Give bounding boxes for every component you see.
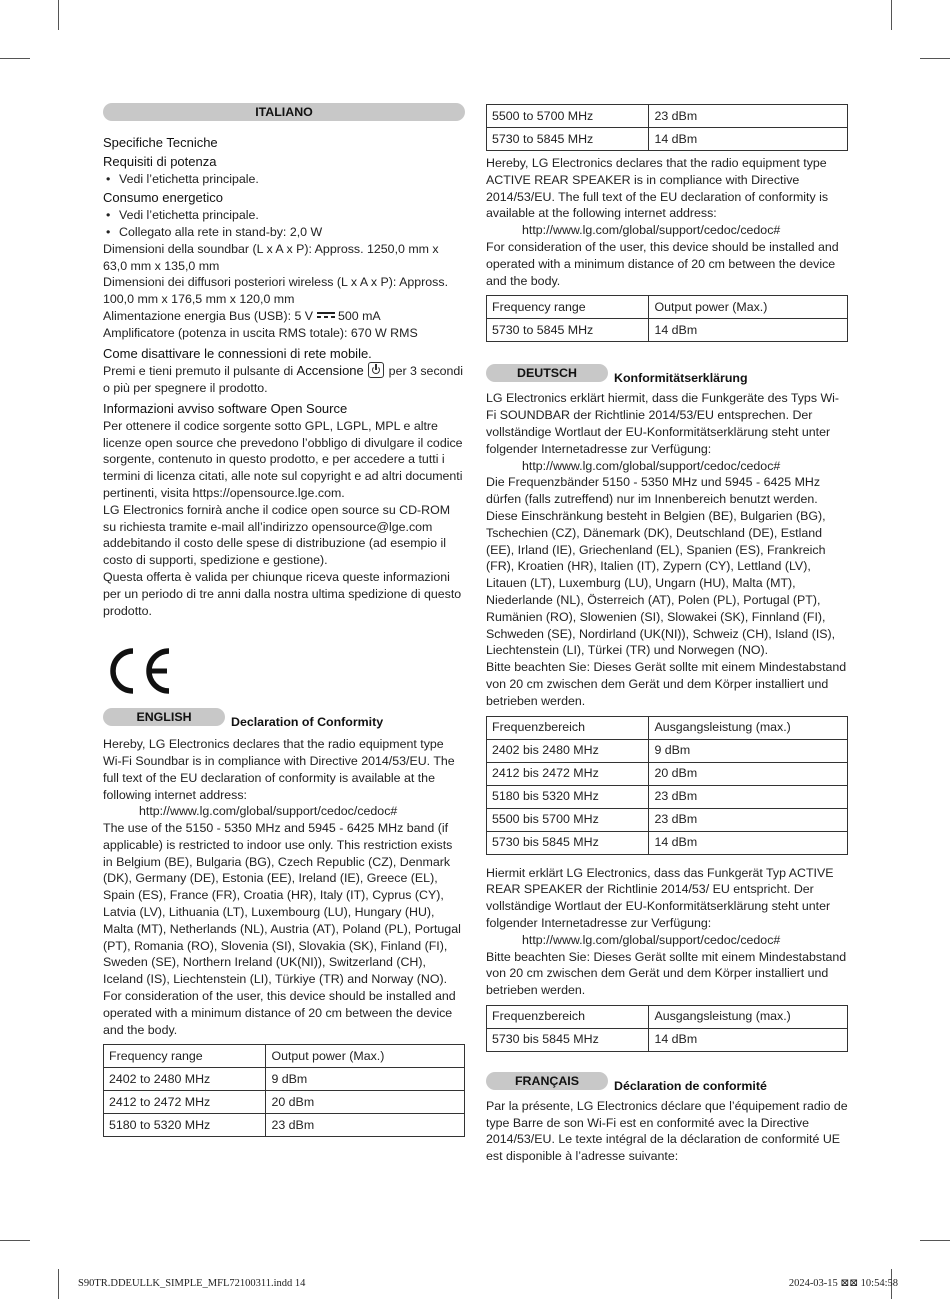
- table-row: [104, 1091, 465, 1114]
- lang-header-english: ENGLISH: [103, 708, 225, 726]
- deutsch-title: Konformitätserklärung: [614, 371, 748, 386]
- table-cell: 9 dBm: [649, 739, 848, 762]
- lang-header-francais: FRANÇAIS: [486, 1072, 608, 1090]
- table-cell: 5730 bis 5845 MHz: [487, 831, 649, 854]
- table-cell: 5730 to 5845 MHz: [487, 128, 649, 151]
- dim-rear: Dimensioni dei diffusori posteriori wireless (L x A x P): Appross. 100,0 mm x 176,5 mm x 120,0 mm: [103, 275, 449, 307]
- table-cell: 2402 bis 2480 MHz: [487, 739, 649, 762]
- bullet-item: • Collegato alla rete in stand-by: 2,0 W: [103, 224, 465, 241]
- bullet-item: • Vedi l’etichetta principale.: [103, 171, 465, 188]
- right-column: [486, 104, 848, 1165]
- table-cell: 2412 to 2472 MHz: [104, 1091, 266, 1114]
- deutsch-frequency-table-2: [486, 1005, 848, 1052]
- crop-mark: [891, 0, 892, 30]
- crop-mark: [920, 58, 950, 59]
- english-frequency-table-1: [103, 1044, 465, 1137]
- english-title: Declaration of Conformity: [231, 715, 384, 730]
- crop-mark: [920, 1240, 950, 1241]
- left-column: [103, 100, 465, 1137]
- english-paragraph-3: For consideration of the user, this device should be installed and operated with a minimum distance of 20 cm between the device and the body.: [103, 989, 456, 1037]
- table-row: [104, 1068, 465, 1091]
- crop-mark: [58, 0, 59, 30]
- oss-title: Informazioni avviso software Open Source: [103, 400, 348, 416]
- section-header-english: [103, 708, 465, 730]
- bus-power: [103, 308, 465, 325]
- francais-title: Déclaration de conformité: [614, 1078, 767, 1093]
- english-paragraph-5: For consideration of the user, this device should be installed and operated with a minimum distance of 20 cm between the device and the body.: [486, 239, 839, 288]
- specs-title: Specifiche Tecniche: [103, 135, 218, 150]
- table-row: [487, 105, 848, 128]
- table-cell: 5180 to 5320 MHz: [104, 1114, 266, 1137]
- table-cell: 5500 bis 5700 MHz: [487, 808, 649, 831]
- table-row: [487, 1005, 848, 1028]
- table-row: [487, 831, 848, 854]
- deutsch-paragraph-4: Hiermit erklärt LG Electronics, dass das Funkgerät Typ ACTIVE REAR SPEAKER der Richtlinie 2014/53/ EU entspricht. Der vollständige Wortlaut der EU-Konformitätserklärung steht unter folgender Internetadresse zur Verfügung:: [486, 865, 834, 930]
- english-url: http://www.lg.com/global/support/cedoc/cedoc#: [139, 804, 398, 819]
- table-cell: 14 dBm: [649, 831, 848, 854]
- francais-paragraph-1: Par la présente, LG Electronics déclare que l’équipement radio de type Barre de son Wi-Fi est en conformité avec la Directive 2014/53/EU. Le texte intégral de la déclaration de conformité UE est disponible à l’adresse suivante:: [486, 1098, 848, 1164]
- table-row: [487, 128, 848, 151]
- deutsch-frequency-table-1: [486, 716, 848, 855]
- table-cell: 23 dBm: [649, 105, 848, 128]
- english-frequency-table-1-continued: [486, 104, 848, 151]
- deutsch-paragraph-2: Die Frequenzbänder 5150 - 5350 MHz und 5945 - 6425 MHz dürfen (falls zutreffend) nur im Innenbereich benutzt werden. Diese Einschränkung besteht in Belgien (BE), Bulgarien (BG), Tschechien (CZ), Dänemark (DK), Deutschland (DE), Estland (EE), Irland (IE), Griechenland (EL), Spanien (ES), Frankreich (FR), Kroatien (HR), Italien (IT), Zypern (CY), Lettland (LV), Litauen (LT), Luxemburg (LU), Ungarn (HU), Malta (MT), Niederlande (NL), Österreich (AT), Polen (PL), Portugal (PT), Rumänien (RO), Slowenien (SI), Slowakei (SK), Finnland (FI), Schweden (SE), Nordirland (UK(NI)), Schweiz (CH), Island (IS), Liechtenstein (LI), Türkei (TR) und Norwegen (NO).: [486, 475, 836, 658]
- deutsch-paragraph-3: Bitte beachten Sie: Dieses Gerät sollte mit einem Mindestabstand von 20 cm zwischen dem Gerät und dem Körper installiert und betrieben werden.: [486, 660, 847, 708]
- english-paragraph-1: Hereby, LG Electronics declares that the radio equipment type Wi-Fi Soundbar is in compliance with Directive 2014/53/EU. The full text of the EU declaration of conformity is available at the following internet address:: [103, 737, 455, 802]
- oss-paragraph-1: Per ottenere il codice sorgente sotto GPL, LGPL, MPL e altre licenze open source che prevedono l’obbligo di divulgare il codice sorgente, contenuto in questo prodotto, e per accedere a tutti i termini di licenza citati, alle note sul copyright e ad altri documenti pertinenti, visita https://opensource.lge.com.: [103, 418, 463, 500]
- table-cell: 23 dBm: [649, 785, 848, 808]
- table-cell: Frequency range: [104, 1045, 266, 1068]
- table-cell: 14 dBm: [649, 1028, 848, 1051]
- table-cell: Ausgangsleistung (max.): [649, 716, 848, 739]
- english-frequency-table-2: [486, 295, 848, 342]
- table-cell: 23 dBm: [649, 808, 848, 831]
- table-cell: 20 dBm: [266, 1091, 465, 1114]
- table-cell: Frequenzbereich: [487, 1005, 649, 1028]
- table-cell: 5730 bis 5845 MHz: [487, 1028, 649, 1051]
- crop-mark: [0, 58, 30, 59]
- english-paragraph-4: Hereby, LG Electronics declares that the radio equipment type ACTIVE REAR SPEAKER is in compliance with Directive 2014/53/EU. The full text of the EU declaration of conformity is available at the following internet address:: [486, 156, 829, 221]
- network-text-prefix: Premi e tieni premuto il pulsante di: [103, 364, 294, 379]
- bus-power-prefix: Alimentazione energia Bus (USB): 5 V: [103, 308, 314, 323]
- table-row: [487, 785, 848, 808]
- consumption-list: [103, 207, 465, 241]
- table-cell: Output power (Max.): [266, 1045, 465, 1068]
- crop-mark: [0, 1240, 30, 1241]
- section-header-deutsch: [486, 364, 848, 386]
- table-cell: 2402 to 2480 MHz: [104, 1068, 266, 1091]
- table-cell: 5730 to 5845 MHz: [487, 319, 649, 342]
- table-cell: 2412 bis 2472 MHz: [487, 762, 649, 785]
- network-text-suffix: per 3 secondi o più per spegnere il prodotto.: [103, 364, 464, 396]
- network-text: [103, 362, 465, 397]
- dim-soundbar: Dimensioni della soundbar (L x A x P): Appross. 1250,0 mm x 63,0 mm x 135,0 mm: [103, 241, 439, 273]
- dc-symbol-icon: [317, 311, 335, 319]
- section-header-francais: [486, 1072, 848, 1093]
- table-cell: Frequency range: [487, 296, 649, 319]
- english-url-2: http://www.lg.com/global/support/cedoc/cedoc#: [522, 223, 781, 238]
- table-cell: 14 dBm: [649, 128, 848, 151]
- table-row: [487, 762, 848, 785]
- network-title: Come disattivare le connessioni di rete mobile.: [103, 345, 372, 361]
- power-button-label: Accensione: [296, 363, 364, 379]
- table-cell: Frequenzbereich: [487, 716, 649, 739]
- deutsch-paragraph-1: LG Electronics erklärt hiermit, dass die Funkgeräte des Typs Wi-Fi SOUNDBAR der Richtlinie 2014/53/EU entsprechen. Der vollständige Wortlaut der EU-Konformitätserklärung steht unter folgender Internetadresse zur Verfügung:: [486, 391, 840, 456]
- table-row: [487, 319, 848, 342]
- table-cell: 9 dBm: [266, 1068, 465, 1091]
- table-cell: 23 dBm: [266, 1114, 465, 1137]
- deutsch-paragraph-5: Bitte beachten Sie: Dieses Gerät sollte mit einem Mindestabstand von 20 cm zwischen dem Gerät und dem Körper installiert und betrieben werden.: [486, 949, 847, 998]
- english-paragraph-2: The use of the 5150 - 5350 MHz and 5945 - 6425 MHz band (if applicable) is restricted to indoor use only. This restriction exists in Belgium (BE), Bulgaria (BG), Czech Republic (CZ), Denmark (DK), Germany (DE), Estonia (EE), Ireland (IE), Greece (EL), Spain (ES), France (FR), Croatia (HR), Italy (IT), Cyprus (CY), Latvia (LV), Lithuania (LT), Luxembourg (LU), Hungary (HU), Malta (MT), Netherlands (NL), Austria (AT), Poland (PL), Portugal (PT), Romania (RO), Slovenia (SI), Slovakia (SK), Finland (FI), Sweden (SE), Northern Ireland (UK(NI)), Switzerland (CH), Iceland (IS), Liechtenstein (LI), Türkiye (TR) and Norway (NO).: [103, 821, 461, 987]
- table-row: [487, 1028, 848, 1051]
- bullet-item: • Vedi l’etichetta principale.: [103, 207, 465, 224]
- table-cell: 20 dBm: [649, 762, 848, 785]
- table-cell: 5500 to 5700 MHz: [487, 105, 649, 128]
- lang-header-italiano: ITALIANO: [103, 103, 465, 121]
- table-row: [104, 1045, 465, 1068]
- deutsch-url-2: http://www.lg.com/global/support/cedoc/cedoc#: [522, 932, 781, 947]
- table-row: [487, 739, 848, 762]
- crop-mark: [58, 1269, 59, 1299]
- consumption-title: Consumo energetico: [103, 190, 223, 206]
- table-row: [487, 296, 848, 319]
- oss-paragraph-2: LG Electronics fornirà anche il codice open source su CD-ROM su richiesta tramite e-mail all’indirizzo opensource@lge.com addebitando il costo delle spese di distribuzione (ad esempio il costo di supporti, spedizione e gestione).: [103, 502, 451, 568]
- footer-timestamp: 2024-03-15 ⊠⊠ 10:54:58: [788, 1278, 898, 1289]
- table-cell: Output power (Max.): [649, 296, 848, 319]
- lang-header-deutsch: DEUTSCH: [486, 364, 608, 382]
- ce-mark-icon: [103, 647, 173, 695]
- table-cell: Ausgangsleistung (max.): [649, 1005, 848, 1028]
- amplifier: Amplificatore (potenza in uscita RMS totale): 670 W RMS: [103, 325, 418, 340]
- oss-paragraph-3: Questa offerta è valida per chiunque riceva queste informazioni per un periodo di tre anni dalla nostra ultima spedizione di questo prodotto.: [103, 569, 462, 618]
- table-cell: 5180 bis 5320 MHz: [487, 785, 649, 808]
- table-row: [487, 808, 848, 831]
- power-icon: [368, 362, 384, 378]
- bus-power-suffix: 500 mA: [337, 308, 381, 323]
- power-req-list: [103, 171, 465, 188]
- footer-filename: S90TR.DDEULLK_SIMPLE_MFL72100311.indd 14: [78, 1278, 306, 1289]
- table-row: [487, 716, 848, 739]
- deutsch-url: http://www.lg.com/global/support/cedoc/cedoc#: [522, 458, 781, 473]
- power-req-title: Requisiti di potenza: [103, 153, 217, 169]
- table-cell: 14 dBm: [649, 319, 848, 342]
- table-row: [104, 1114, 465, 1137]
